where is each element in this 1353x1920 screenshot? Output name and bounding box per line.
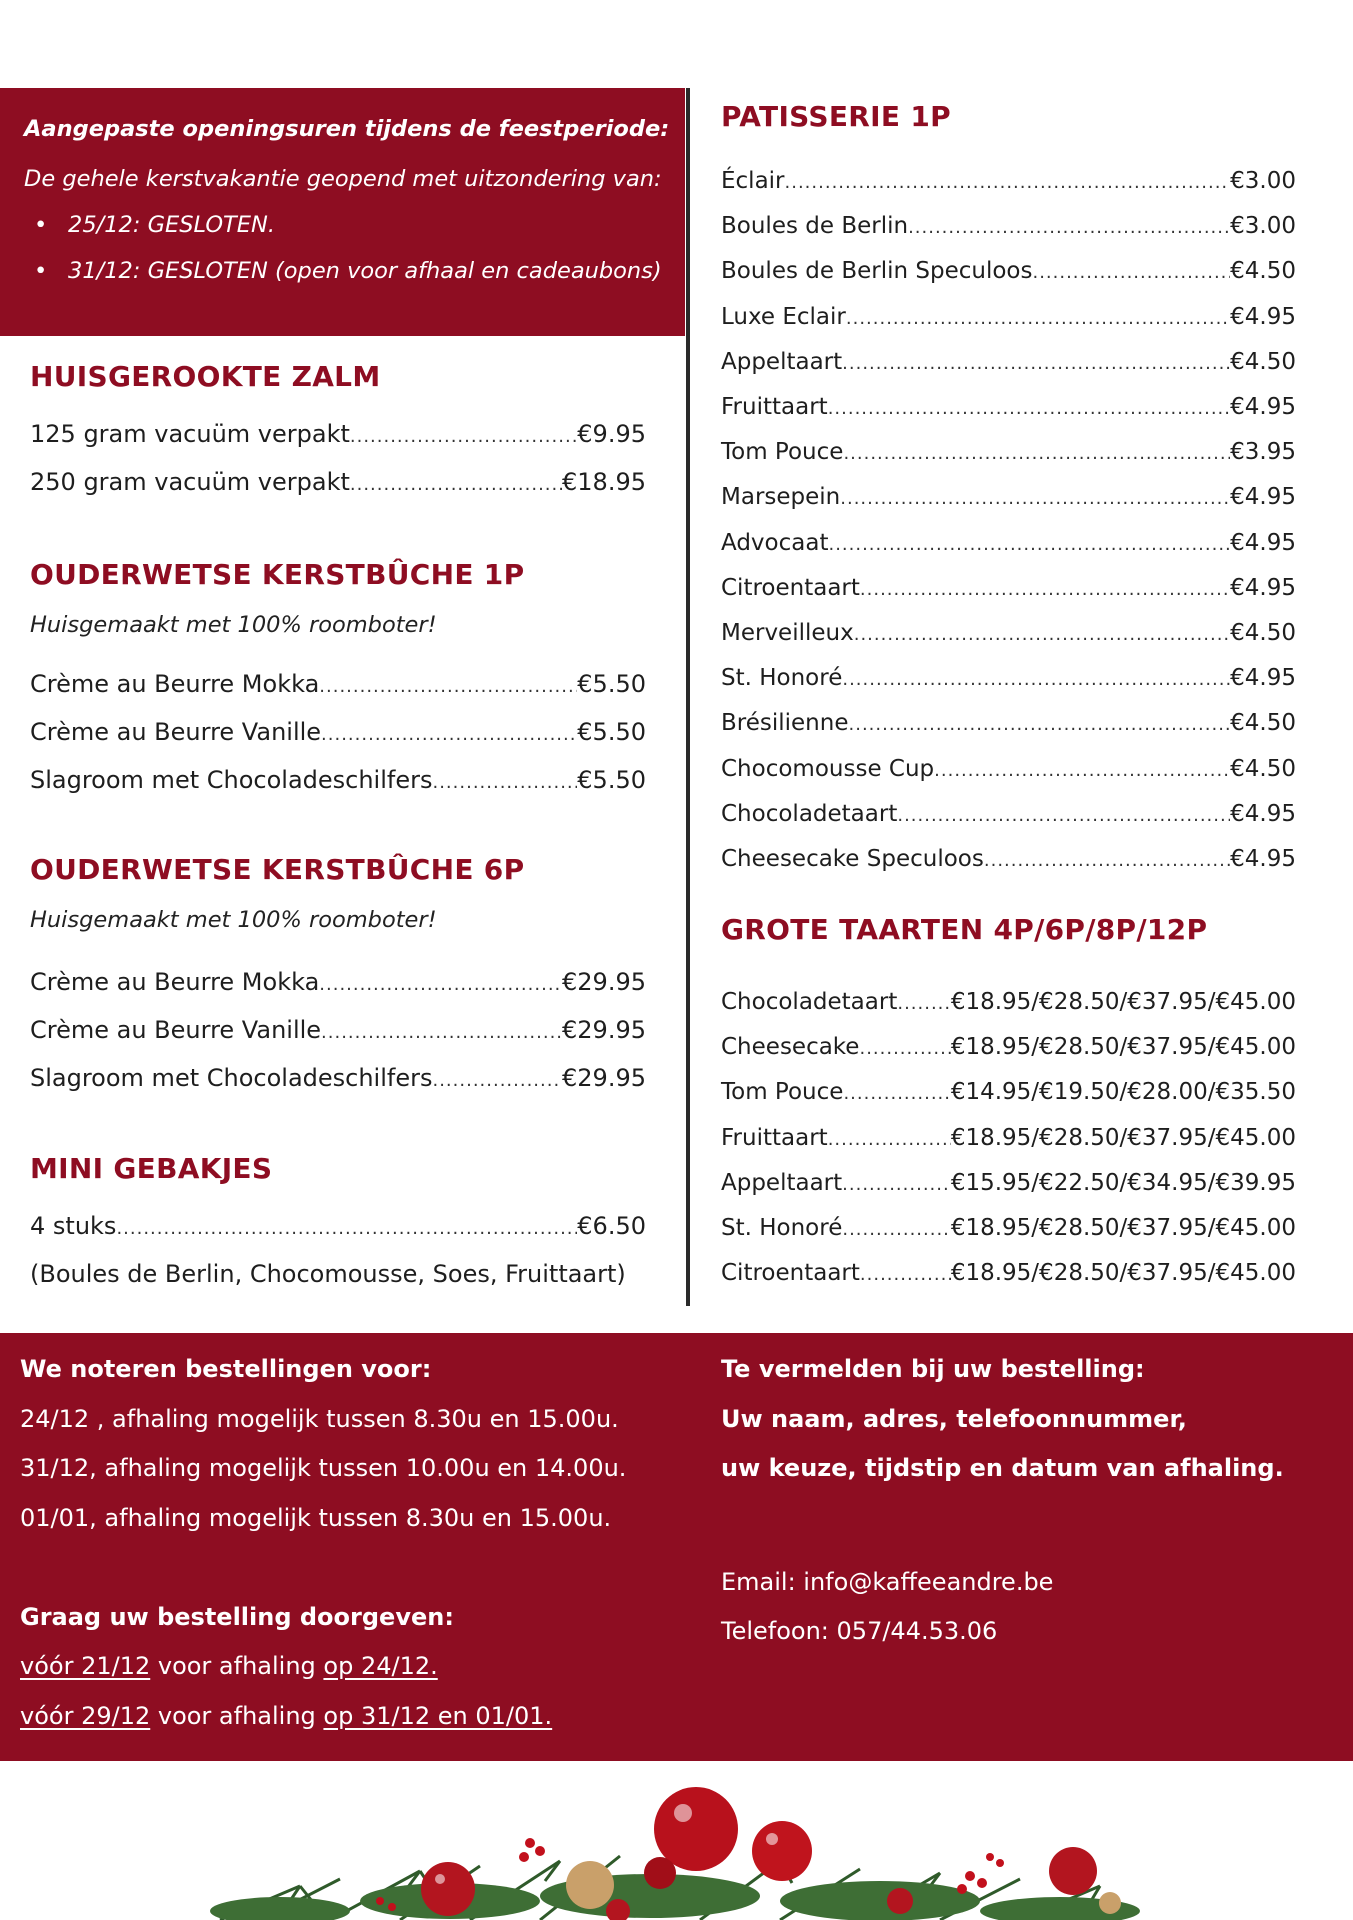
item-price: €18.95/€28.50/€37.95/€45.00 [950, 1215, 1296, 1241]
item-name: Brésilienne [721, 710, 849, 737]
menu-item [721, 530, 1296, 564]
section-title-buche-6p: OUDERWETSE KERSTBÛCHE 6P [30, 853, 525, 886]
item-name: Boules de Berlin Speculoos [721, 258, 1033, 285]
leader-dots [897, 805, 1230, 826]
item-price: €18.95/€28.50/€37.95/€45.00 [950, 1260, 1296, 1287]
item-price: €4.50 [1230, 755, 1296, 782]
item-price: €4.95 [1230, 303, 1296, 330]
menu-item [30, 420, 646, 454]
menu-item [721, 846, 1296, 880]
small-bauble [887, 1888, 913, 1914]
item-price: €4.95 [1230, 665, 1296, 692]
red-ornament [752, 1821, 812, 1881]
item-price: €18.95/€28.50/€37.95/€45.00 [950, 1124, 1296, 1151]
item-name: Citroentaart [721, 1260, 860, 1287]
pickup-date: op 24/12. [323, 1652, 438, 1680]
leader-dots [785, 172, 1231, 193]
item-price: €4.50 [1230, 348, 1296, 375]
menu-item [721, 1170, 1296, 1204]
leader-dots [843, 1083, 950, 1104]
menu-item [721, 439, 1296, 473]
leader-dots [828, 398, 1230, 419]
order-dates-title: We noteren bestellingen voor: [20, 1355, 432, 1383]
menu-item [721, 213, 1296, 247]
leader-dots [854, 624, 1230, 645]
menu-item [30, 468, 646, 502]
leader-dots [843, 443, 1230, 464]
notice-title: Aangepaste openingsuren tijdens de feestperiode: [24, 116, 670, 142]
order-dates [20, 1355, 680, 1751]
item-price: €5.50 [577, 718, 646, 746]
pickup-line: 24/12 , afhaling mogelijk tussen 8.30u en 15.00u. [20, 1404, 619, 1433]
notice-item: • 31/12: GESLOTEN (open voor afhaal en cadeaubons) [24, 258, 685, 304]
notice-intro: De gehele kerstvakantie geopend met uitzondering van: [24, 166, 662, 192]
item-name: Chocomousse Cup [721, 755, 935, 782]
item-name: Tom Pouce [721, 1079, 844, 1106]
pickup-line: 01/01, afhaling mogelijk tussen 8.30u en 15.00u. [20, 1503, 612, 1532]
leader-dots [860, 1264, 951, 1285]
red-ornament [654, 1787, 738, 1871]
item-name: Slagroom met Chocoladeschilfers [30, 1064, 433, 1092]
leader-dots [432, 1070, 562, 1091]
spacer [20, 1553, 680, 1603]
item-price: €9.95 [577, 420, 646, 448]
leader-dots [432, 772, 577, 793]
spacer [721, 1504, 1341, 1568]
leader-dots [897, 993, 950, 1014]
item-price: €14.95/€19.50/€28.00/€35.50 [950, 1079, 1296, 1106]
red-ornament [644, 1857, 676, 1889]
red-ornament [421, 1862, 475, 1916]
item-name: Merveilleux [721, 620, 854, 646]
menu-item [721, 304, 1296, 338]
item-price: €3.00 [1230, 168, 1296, 194]
menu-item [30, 718, 646, 752]
order-requirements [721, 1355, 1341, 1667]
opening-hours-notice [0, 88, 685, 336]
item-name: Appeltaart [721, 348, 843, 375]
item-name: St. Honoré [721, 665, 843, 692]
item-name: Éclair [721, 168, 785, 194]
item-name: 125 gram vacuüm verpakt [30, 420, 350, 448]
menu-item [721, 801, 1296, 835]
menu-item [721, 1079, 1296, 1113]
item-price: €4.50 [1230, 620, 1296, 646]
red-ornament [1049, 1847, 1097, 1895]
item-name: Chocoladetaart [721, 800, 898, 827]
item-price: €4.50 [1230, 258, 1296, 285]
item-note: (Boules de Berlin, Chocomousse, Soes, Fruittaart) [30, 1260, 626, 1288]
menu-item [30, 1016, 646, 1050]
column-divider [686, 88, 690, 1306]
leader-dots [828, 534, 1230, 555]
leader-dots [1032, 262, 1230, 283]
leader-dots [842, 669, 1230, 690]
order-info-panel [0, 1333, 1353, 1761]
contact-phone[interactable]: Telefoon: 057/44.53.06 [721, 1617, 998, 1645]
item-name: Boules de Berlin [721, 213, 909, 240]
item-name: 250 gram vacuüm verpakt [30, 468, 350, 496]
item-price: €18.95/€28.50/€37.95/€45.00 [950, 989, 1296, 1015]
item-name: Appeltaart [721, 1169, 843, 1196]
menu-item [721, 1260, 1296, 1294]
section-title-zalm: HUISGEROOKTE ZALM [30, 360, 381, 393]
item-name: Chocoladetaart [721, 989, 898, 1015]
menu-item [721, 1034, 1296, 1068]
item-price: €4.95 [1230, 529, 1296, 556]
item-price: €3.95 [1230, 439, 1296, 466]
item-price: €5.50 [577, 670, 646, 698]
order-deadline-title: Graag uw bestelling doorgeven: [20, 1602, 454, 1631]
menu-item [721, 484, 1296, 518]
item-price: €29.95 [562, 1016, 646, 1044]
section-title-patisserie: PATISSERIE 1P [721, 100, 951, 133]
menu-item [30, 1064, 646, 1098]
item-price: €5.50 [577, 766, 646, 794]
leader-dots [840, 488, 1230, 509]
item-name: Luxe Eclair [721, 303, 846, 330]
leader-dots [321, 724, 577, 745]
leader-dots [842, 1174, 951, 1195]
section-subtitle: Huisgemaakt met 100% roomboter! [30, 907, 437, 933]
menu-item [30, 968, 646, 1002]
deadline-line [20, 1652, 680, 1702]
item-price: €4.95 [1230, 394, 1296, 420]
leader-dots [846, 308, 1230, 329]
item-price: €4.50 [1230, 710, 1296, 737]
leader-dots [350, 474, 562, 495]
item-name: Citroentaart [721, 574, 860, 601]
notice-list [24, 212, 685, 304]
small-bauble [1099, 1892, 1121, 1914]
section-title-grote-taarten: GROTE TAARTEN 4P/6P/8P/12P [721, 913, 1208, 946]
pickup-line: 31/12, afhaling mogelijk tussen 10.00u en 14.00u. [20, 1454, 627, 1482]
leader-dots [828, 1129, 951, 1150]
item-name: Fruittaart [721, 1124, 828, 1151]
item-price: €18.95 [562, 468, 646, 496]
deadline-date: vóór 21/12 [20, 1652, 151, 1680]
menu-item [721, 349, 1296, 383]
item-price: €29.95 [562, 968, 646, 996]
requirements-line: Uw naam, adres, telefoonnummer, [721, 1404, 1187, 1433]
leader-dots [908, 217, 1230, 238]
leader-dots [842, 1219, 950, 1240]
leader-dots [984, 850, 1230, 871]
leader-dots [860, 579, 1230, 600]
deadline-line [20, 1702, 680, 1752]
leader-dots [319, 676, 577, 697]
item-name: Crème au Beurre Mokka [30, 670, 320, 698]
menu-item [721, 989, 1296, 1023]
christmas-garland-image [0, 1761, 1353, 1920]
item-price: €18.95/€28.50/€37.95/€45.00 [950, 1034, 1296, 1061]
section-title-mini-gebakjes: MINI GEBAKJES [30, 1152, 273, 1185]
item-price: €29.95 [562, 1064, 646, 1092]
menu-item [721, 620, 1296, 654]
leader-dots [859, 1038, 950, 1059]
deadline-text: voor afhaling [150, 1701, 324, 1730]
menu-item [721, 394, 1296, 428]
pickup-date: op 31/12 en 01/01. [323, 1701, 553, 1730]
item-name: Marsepein [721, 484, 841, 511]
item-price: €6.50 [577, 1212, 646, 1240]
leader-dots [934, 760, 1230, 781]
item-name: Slagroom met Chocoladeschilfers [30, 766, 433, 794]
item-price: €4.95 [1230, 800, 1296, 827]
leader-dots [321, 1022, 562, 1043]
item-name: St. Honoré [721, 1215, 843, 1241]
menu-item [721, 575, 1296, 609]
contact-email[interactable]: Email: info@kaffeeandre.be [721, 1567, 1054, 1596]
item-price: €15.95/€22.50/€34.95/€39.95 [950, 1169, 1296, 1196]
requirements-title: Te vermelden bij uw bestelling: [721, 1355, 1145, 1383]
menu-item [721, 258, 1296, 292]
menu-item [721, 665, 1296, 699]
menu-item [721, 168, 1296, 202]
item-name: Crème au Beurre Mokka [30, 968, 320, 996]
menu-item [30, 670, 646, 704]
item-name: Cheesecake Speculoos [721, 846, 984, 872]
item-price: €4.95 [1230, 484, 1296, 511]
item-name: 4 stuks [30, 1212, 117, 1240]
item-price: €3.00 [1230, 213, 1296, 240]
leader-dots [319, 974, 562, 995]
menu-item [721, 756, 1296, 790]
item-name: Crème au Beurre Vanille [30, 1016, 322, 1044]
section-subtitle: Huisgemaakt met 100% roomboter! [30, 612, 437, 638]
notice-item: • 25/12: GESLOTEN. [24, 212, 685, 258]
item-name: Tom Pouce [721, 439, 844, 466]
item-price: €4.95 [1230, 846, 1296, 872]
item-name: Cheesecake [721, 1034, 860, 1061]
pine-needles [210, 1874, 1140, 1920]
requirements-line: uw keuze, tijdstip en datum van afhaling. [721, 1454, 1284, 1482]
gold-ornament [566, 1861, 614, 1909]
menu-item [30, 1212, 646, 1246]
menu-item [721, 710, 1296, 744]
menu-item [721, 1125, 1296, 1159]
item-name: Crème au Beurre Vanille [30, 718, 322, 746]
item-name: Fruittaart [721, 394, 828, 420]
section-title-buche-1p: OUDERWETSE KERSTBÛCHE 1P [30, 558, 525, 591]
item-price: €4.95 [1230, 574, 1296, 601]
deadline-text: voor afhaling [150, 1652, 324, 1680]
leader-dots [116, 1218, 577, 1239]
leader-dots [849, 714, 1231, 735]
menu-item [30, 766, 646, 800]
leader-dots [842, 353, 1230, 374]
menu-item [721, 1215, 1296, 1249]
item-name: Advocaat [721, 529, 829, 556]
leader-dots [350, 426, 577, 447]
deadline-date: vóór 29/12 [20, 1701, 151, 1730]
